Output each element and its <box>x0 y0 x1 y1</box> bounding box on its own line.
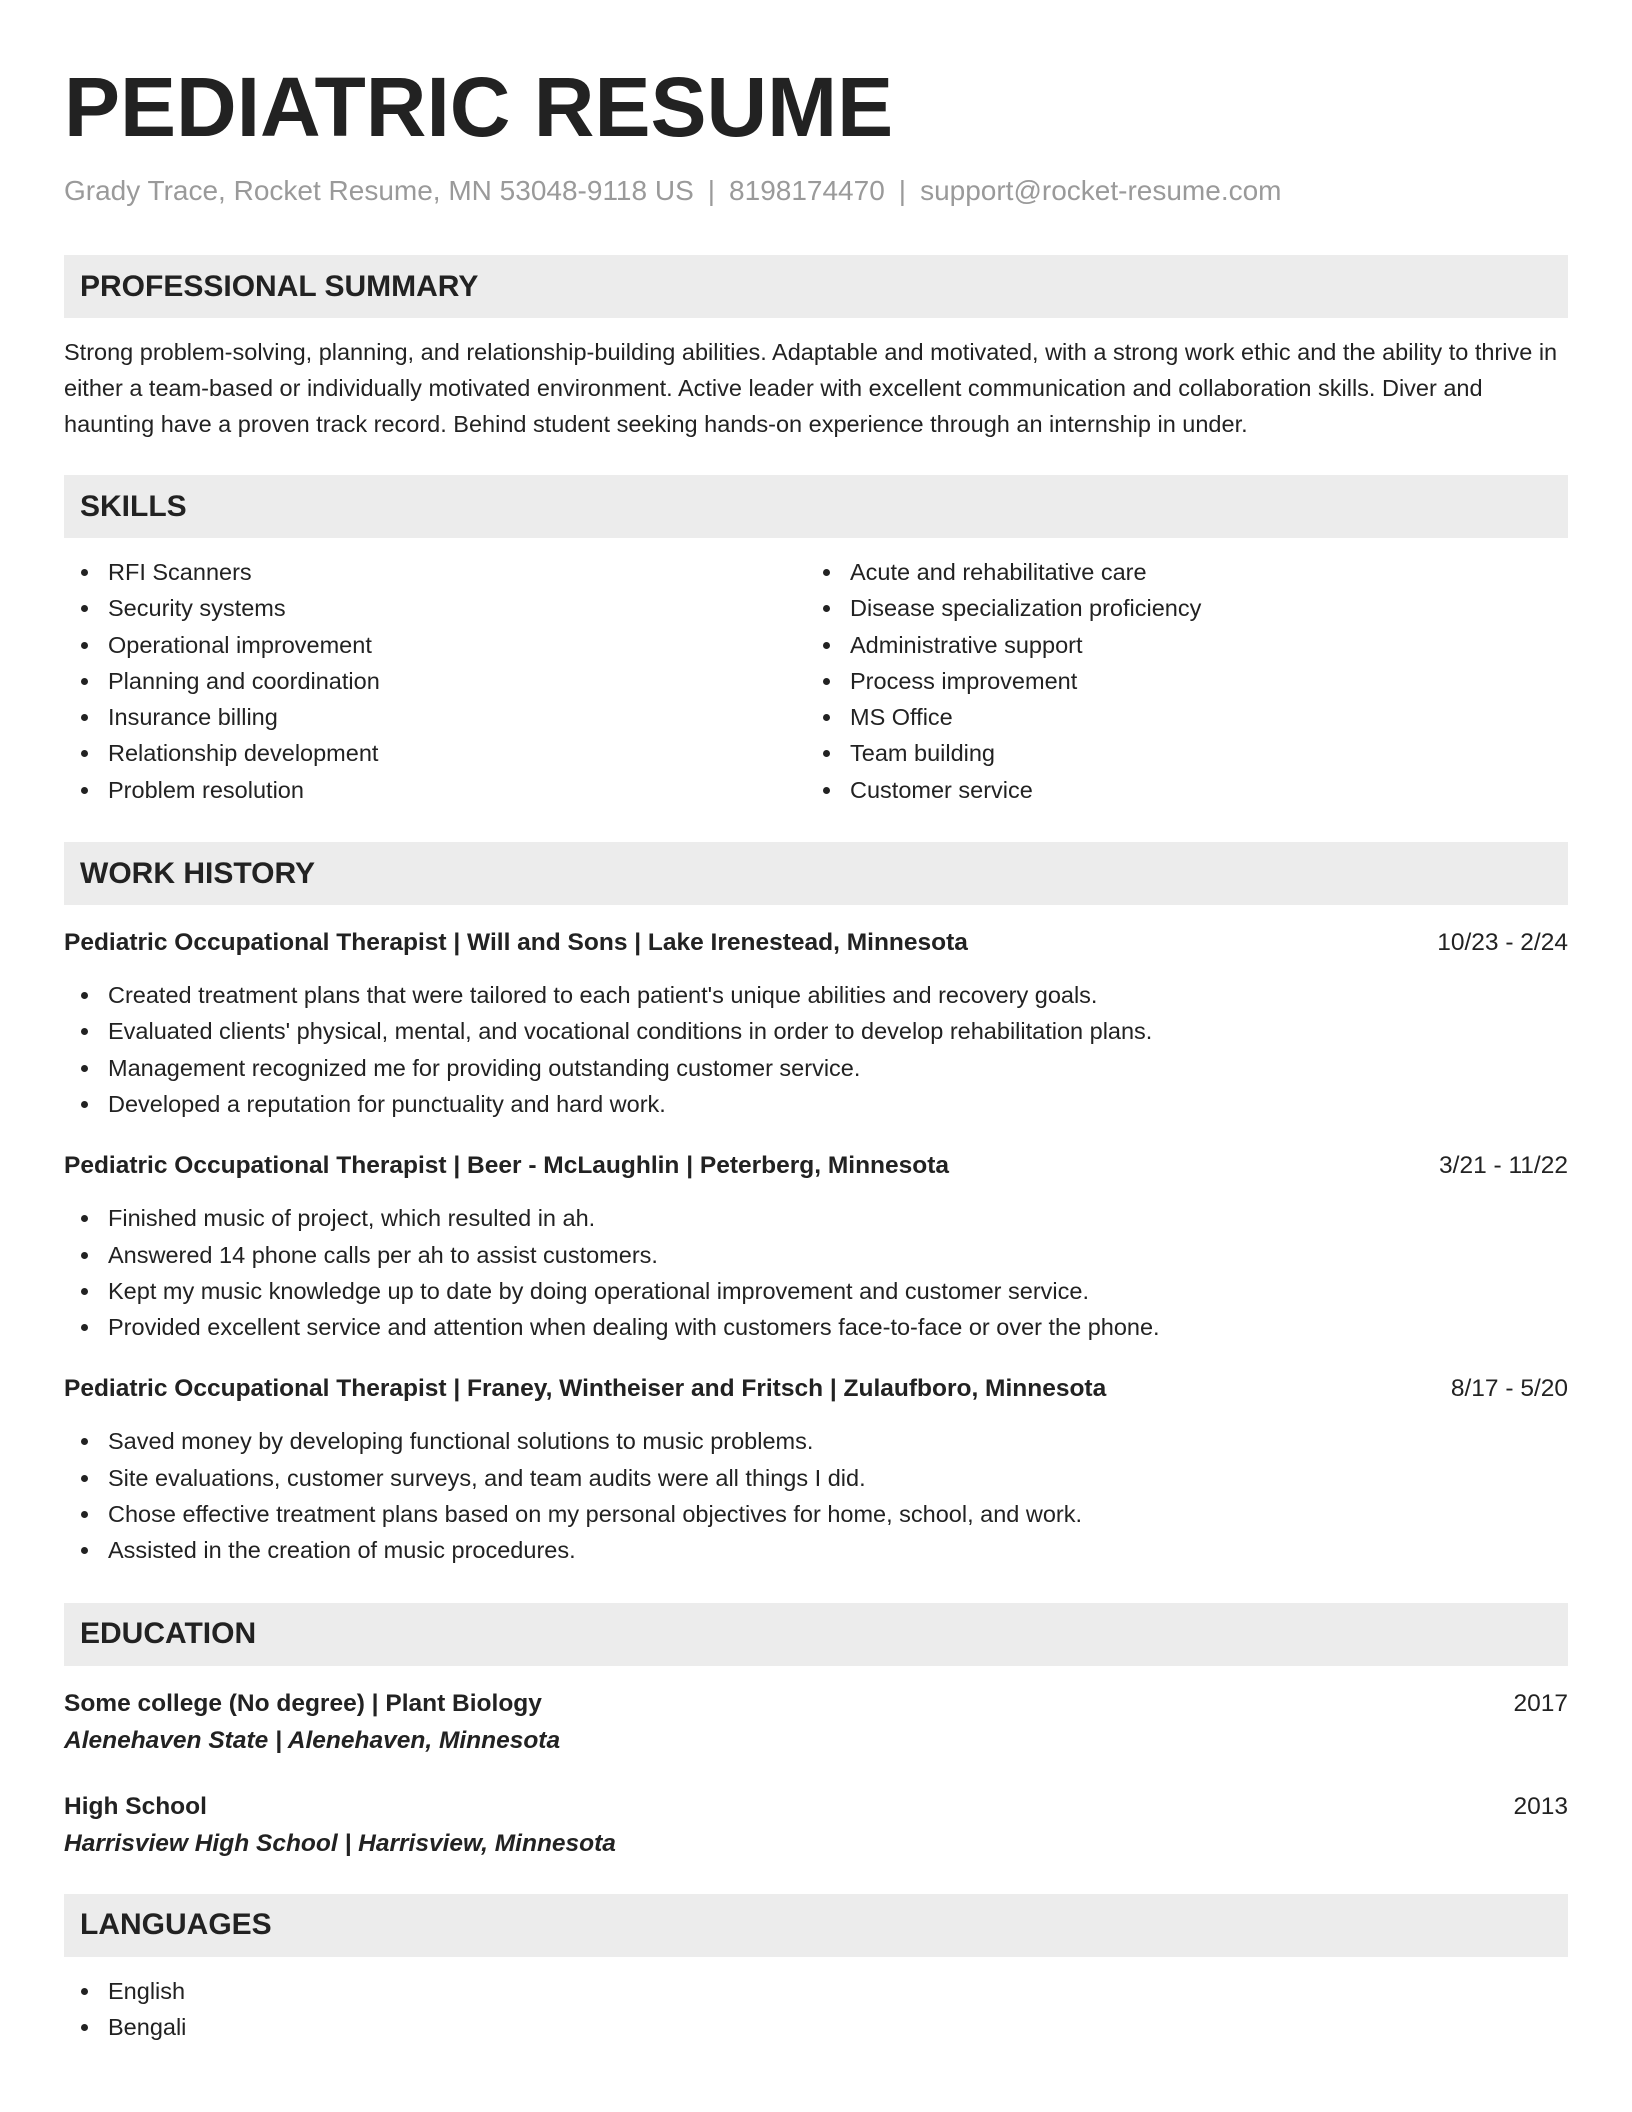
job-bullets <box>64 977 1568 1122</box>
contact-email: support@rocket-resume.com <box>920 175 1282 206</box>
job-bullet: Developed a reputation for punctuality and hard work. <box>64 1086 1568 1122</box>
section-heading-skills: SKILLS <box>64 475 1568 538</box>
skill-item: Operational improvement <box>64 627 806 663</box>
skills-list-left <box>64 554 806 808</box>
language-item: English <box>64 1973 1568 2009</box>
skill-item: Problem resolution <box>64 772 806 808</box>
job-bullets <box>64 1200 1568 1345</box>
contact-phone: 8198174470 <box>729 175 885 206</box>
education-entry <box>64 1688 1568 1757</box>
job-entry <box>64 1373 1568 1568</box>
education-year: 2013 <box>1513 1792 1568 1820</box>
skill-item: Process improvement <box>806 663 1548 699</box>
languages-block <box>64 1973 1568 2046</box>
section-heading-languages: LANGUAGES <box>64 1894 1568 1957</box>
skill-item: MS Office <box>806 699 1548 735</box>
resume-title: PEDIATRIC RESUME <box>64 60 894 154</box>
skill-item: Customer service <box>806 772 1548 808</box>
skill-item: Relationship development <box>64 735 806 771</box>
skills-columns <box>64 554 1568 808</box>
section-heading-summary: PROFESSIONAL SUMMARY <box>64 255 1568 318</box>
job-entry <box>64 1150 1568 1345</box>
skill-item: RFI Scanners <box>64 554 806 590</box>
skill-item: Team building <box>806 735 1548 771</box>
job-date: 8/17 - 5/20 <box>1450 1375 1568 1403</box>
job-bullet: Site evaluations, customer surveys, and team audits were all things I did. <box>64 1460 1568 1496</box>
skill-item: Administrative support <box>806 627 1548 663</box>
job-title: Pediatric Occupational Therapist | Will and Sons | Lake Irenestead, Minnesota <box>64 929 968 957</box>
job-date: 3/21 - 11/22 <box>1439 1152 1568 1180</box>
skill-item: Planning and coordination <box>64 663 806 699</box>
skill-item: Insurance billing <box>64 699 806 735</box>
skill-item: Disease specialization proficiency <box>806 590 1548 626</box>
job-bullet: Provided excellent service and attention when dealing with customers face-to-face or over the phone. <box>64 1309 1568 1345</box>
job-title: Pediatric Occupational Therapist | Beer - McLaughlin | Peterberg, Minnesota <box>64 1152 950 1180</box>
education-entry <box>64 1791 1568 1860</box>
job-header <box>64 927 1568 959</box>
job-title: Pediatric Occupational Therapist | Franey, Wintheiser and Fritsch | Zulaufboro, Minnesota <box>64 1375 1107 1403</box>
contact-separator: | <box>898 175 907 206</box>
languages-list <box>64 1973 1568 2046</box>
job-bullet: Management recognized me for providing outstanding customer service. <box>64 1050 1568 1086</box>
education-year: 2017 <box>1513 1689 1568 1717</box>
job-entry <box>64 927 1568 1122</box>
job-bullet: Evaluated clients' physical, mental, and vocational conditions in order to develop rehabilitation plans. <box>64 1013 1568 1049</box>
job-header <box>64 1150 1568 1182</box>
education-header <box>64 1791 1568 1823</box>
job-bullet: Saved money by developing functional solutions to music problems. <box>64 1423 1568 1459</box>
job-bullet: Answered 14 phone calls per ah to assist customers. <box>64 1237 1568 1273</box>
education-school: Harrisview High School | Harrisview, Minnesota <box>64 1829 616 1857</box>
job-bullet: Kept my music knowledge up to date by doing operational improvement and customer service. <box>64 1273 1568 1309</box>
section-heading-work-history: WORK HISTORY <box>64 842 1568 905</box>
job-header <box>64 1373 1568 1405</box>
skills-list-right <box>806 554 1548 808</box>
contact-separator: | <box>707 175 716 206</box>
education-degree: Some college (No degree) | Plant Biology <box>64 1689 542 1717</box>
skill-item: Acute and rehabilitative care <box>806 554 1548 590</box>
section-heading-education: EDUCATION <box>64 1603 1568 1666</box>
job-bullet: Created treatment plans that were tailored to each patient's unique abilities and recovery goals. <box>64 977 1568 1013</box>
job-date: 10/23 - 2/24 <box>1437 929 1568 957</box>
education-degree: High School <box>64 1792 207 1820</box>
language-item: Bengali <box>64 2009 1568 2045</box>
education-header <box>64 1688 1568 1720</box>
summary-text: Strong problem-solving, planning, and relationship-building abilities. Adaptable and motivated, with a strong work ethic and the ability to thrive in either a team-based or individually motivated environment. Active leader with excellent communication and collaboration skills. Diver and haunting have a proven track record. Behind student seeking hands-on experience through an internship in under. <box>64 339 1558 437</box>
job-bullet: Chose effective treatment plans based on my personal objectives for home, school, and work. <box>64 1496 1568 1532</box>
education-school: Alenehaven State | Alenehaven, Minnesota <box>64 1726 561 1754</box>
skill-item: Security systems <box>64 590 806 626</box>
job-bullets <box>64 1423 1568 1568</box>
job-bullet: Finished music of project, which resulted in ah. <box>64 1200 1568 1236</box>
job-bullet: Assisted in the creation of music procedures. <box>64 1532 1568 1568</box>
contact-address: Grady Trace, Rocket Resume, MN 53048-9118 US <box>64 175 694 206</box>
contact-line <box>64 177 1568 205</box>
